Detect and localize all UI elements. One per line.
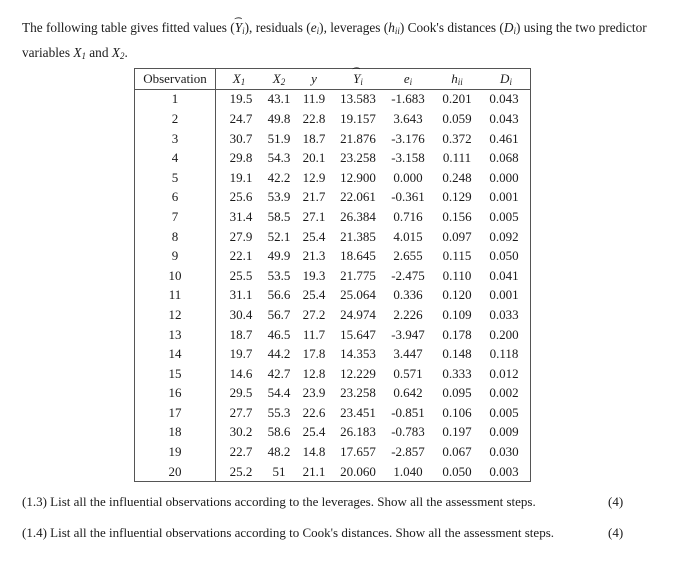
data-table	[134, 68, 531, 482]
table-row	[135, 188, 531, 208]
cell-y: 18.7	[302, 130, 326, 146]
cell-leverage: 0.110	[442, 267, 472, 283]
cell-y: 25.4	[302, 424, 326, 440]
cell-x1: 14.6	[229, 365, 253, 381]
data-table-container	[134, 68, 531, 482]
cell-yhat: 22.061	[340, 189, 376, 205]
cell-cooks: 0.050	[489, 248, 519, 264]
cell-observation: 2	[135, 109, 216, 129]
question-1-3-marks: (4)	[608, 494, 624, 509]
cell-leverage: 0.106	[442, 404, 472, 420]
cell-x2: 54.3	[267, 150, 291, 166]
cell-x1: 31.1	[229, 287, 253, 303]
cell-x2: 42.7	[267, 365, 291, 381]
cell-leverage: 0.050	[442, 463, 472, 479]
cell-x2: 56.6	[267, 287, 291, 303]
cell-x1: 19.1	[229, 169, 253, 185]
cell-observation: 13	[135, 325, 216, 345]
cell-residual: 2.226	[393, 306, 423, 322]
header-yhat: ⌢ $Y_i$	[332, 69, 384, 90]
cell-cooks: 0.001	[489, 189, 519, 205]
table-row	[135, 325, 531, 345]
cell-residual: -2.857	[391, 444, 425, 460]
intro-paragraph	[22, 17, 652, 67]
cell-x1: 24.7	[229, 110, 253, 126]
cell-x1: 27.9	[229, 228, 253, 244]
cell-x1: 25.2	[229, 463, 253, 479]
cell-observation: 10	[135, 266, 216, 286]
cell-yhat: 21.775	[340, 267, 376, 283]
cell-observation: 3	[135, 129, 216, 149]
yhat-symbol: ⌢ $Y_i$	[235, 20, 245, 35]
cell-cooks: 0.118	[489, 346, 519, 362]
cell-leverage: 0.333	[442, 365, 472, 381]
cell-residual: 1.040	[393, 463, 423, 479]
intro-text: ), residuals (	[244, 20, 311, 35]
cell-residual: 0.716	[393, 208, 423, 224]
cell-yhat: 26.183	[340, 424, 376, 440]
cell-x1: 29.8	[229, 150, 253, 166]
cell-yhat: 25.064	[340, 287, 376, 303]
cell-residual: 4.015	[393, 228, 423, 244]
table-row	[135, 286, 531, 306]
cell-residual: -3.947	[391, 326, 425, 342]
cell-leverage: 0.095	[442, 385, 472, 401]
table-row	[135, 168, 531, 188]
cell-y: 11.7	[302, 326, 326, 342]
cell-leverage: 0.111	[442, 150, 472, 166]
cell-y: 11.9	[302, 91, 326, 107]
cell-leverage: 0.197	[442, 424, 472, 440]
cell-y: 21.1	[302, 463, 326, 479]
cell-y: 25.4	[302, 287, 326, 303]
header-observation: Observation	[135, 69, 216, 90]
table-row	[135, 384, 531, 404]
cell-residual: 0.336	[393, 287, 423, 303]
cell-x1: 25.6	[229, 189, 253, 205]
table-row	[135, 305, 531, 325]
cell-leverage: 0.201	[442, 91, 472, 107]
cell-observation: 15	[135, 364, 216, 384]
cell-x1: 22.1	[229, 248, 253, 264]
cell-yhat: 21.876	[340, 130, 376, 146]
header-leverage: $h_{ii}$	[432, 69, 482, 90]
table-row	[135, 423, 531, 443]
cell-observation: 9	[135, 246, 216, 266]
cell-cooks: 0.000	[489, 169, 519, 185]
intro-text: .	[124, 45, 128, 60]
cell-yhat: 17.657	[340, 444, 376, 460]
cell-residual: -0.851	[391, 404, 425, 420]
cell-leverage: 0.115	[442, 248, 472, 264]
cell-cooks: 0.092	[489, 228, 519, 244]
cell-leverage: 0.067	[442, 444, 472, 460]
intro-text: and	[85, 45, 112, 60]
cell-yhat: 23.258	[340, 150, 376, 166]
cell-x2: 52.1	[267, 228, 291, 244]
cell-x1: 22.7	[229, 444, 253, 460]
cell-y: 25.4	[302, 228, 326, 244]
cell-x1: 27.7	[229, 404, 253, 420]
cell-x2: 53.9	[267, 189, 291, 205]
cell-leverage: 0.097	[442, 228, 472, 244]
cell-cooks: 0.003	[489, 463, 519, 479]
cell-residual: 0.000	[393, 169, 423, 185]
x1-symbol: $X_1$	[73, 45, 86, 61]
cell-x2: 43.1	[267, 91, 291, 107]
cell-yhat: 23.451	[340, 404, 376, 420]
cell-y: 14.8	[302, 444, 326, 460]
cell-x1: 30.2	[229, 424, 253, 440]
cell-yhat: 12.229	[340, 365, 376, 381]
cell-residual: -3.176	[391, 130, 425, 146]
cell-cooks: 0.001	[489, 287, 519, 303]
cell-observation: 4	[135, 148, 216, 168]
cell-leverage: 0.178	[442, 326, 472, 342]
cell-x1: 31.4	[229, 208, 253, 224]
cell-y: 19.3	[302, 267, 326, 283]
cell-y: 22.8	[302, 110, 326, 126]
cell-cooks: 0.002	[489, 385, 519, 401]
cell-residual: 0.571	[393, 365, 423, 381]
cell-residual: 3.447	[393, 346, 423, 362]
cell-observation: 19	[135, 442, 216, 462]
cell-residual: -0.783	[391, 424, 425, 440]
residual-symbol: $e_i$	[310, 20, 320, 36]
cell-yhat: 12.900	[340, 169, 376, 185]
cell-observation: 7	[135, 207, 216, 227]
cell-observation: 17	[135, 403, 216, 423]
cell-residual: -1.683	[391, 91, 425, 107]
cell-leverage: 0.248	[442, 169, 472, 185]
cell-y: 12.8	[302, 365, 326, 381]
cell-yhat: 24.974	[340, 306, 376, 322]
table-row	[135, 109, 531, 129]
cell-observation: 8	[135, 227, 216, 247]
cell-yhat: 23.258	[340, 385, 376, 401]
cell-residual: -0.361	[391, 189, 425, 205]
cell-x1: 30.4	[229, 306, 253, 322]
cell-y: 27.2	[302, 306, 326, 322]
cell-x2: 51.9	[267, 130, 291, 146]
intro-text: ) Cook's distances (	[399, 20, 504, 35]
table-row	[135, 364, 531, 384]
cell-x1: 25.5	[229, 267, 253, 283]
cell-leverage: 0.120	[442, 287, 472, 303]
cooks-symbol: $D_i$	[503, 20, 516, 36]
cell-leverage: 0.129	[442, 189, 472, 205]
question-1-4-marks: (4)	[608, 525, 624, 540]
cell-x2: 53.5	[267, 267, 291, 283]
cell-y: 22.6	[302, 404, 326, 420]
cell-leverage: 0.156	[442, 208, 472, 224]
cell-x1: 29.5	[229, 385, 253, 401]
x2-symbol: $X_2$	[111, 45, 125, 61]
cell-cooks: 0.068	[489, 150, 519, 166]
table-row	[135, 207, 531, 227]
cell-x2: 56.7	[267, 306, 291, 322]
header-x1: $X_1$	[216, 69, 263, 90]
cell-observation: 12	[135, 305, 216, 325]
cell-y: 17.8	[302, 346, 326, 362]
table-header-row	[135, 69, 531, 90]
table-body	[135, 89, 531, 482]
cell-x2: 48.2	[267, 444, 291, 460]
table-row	[135, 129, 531, 149]
cell-observation: 11	[135, 286, 216, 306]
cell-cooks: 0.043	[489, 110, 519, 126]
table-row	[135, 266, 531, 286]
table-row	[135, 89, 531, 109]
header-residual: $e_i$	[384, 69, 432, 90]
cell-cooks: 0.041	[489, 267, 519, 283]
question-1-3: (1.3) List all the influential observations according to the leverages. Show all the assessment steps.	[22, 494, 536, 509]
cell-cooks: 0.030	[489, 444, 519, 460]
cell-x2: 49.9	[267, 248, 291, 264]
cell-yhat: 19.157	[340, 110, 376, 126]
cell-x1: 18.7	[229, 326, 253, 342]
cell-y: 21.3	[302, 248, 326, 264]
cell-residual: 2.655	[393, 248, 423, 264]
cell-x1: 19.7	[229, 346, 253, 362]
table-row	[135, 462, 531, 482]
cell-x2: 44.2	[267, 346, 291, 362]
cell-x2: 58.5	[267, 208, 291, 224]
cell-observation: 20	[135, 462, 216, 482]
table-row	[135, 227, 531, 247]
cell-observation: 14	[135, 344, 216, 364]
intro-text: ) using the two predictor variables	[22, 20, 647, 60]
cell-cooks: 0.033	[489, 306, 519, 322]
table-row	[135, 344, 531, 364]
cell-yhat: 21.385	[340, 228, 376, 244]
table-row	[135, 246, 531, 266]
table-row	[135, 442, 531, 462]
cell-yhat: 26.384	[340, 208, 376, 224]
cell-residual: 0.642	[393, 385, 423, 401]
cell-x2: 55.3	[267, 404, 291, 420]
cell-yhat: 15.647	[340, 326, 376, 342]
cell-leverage: 0.148	[442, 346, 472, 362]
cell-cooks: 0.461	[489, 130, 519, 146]
table-row	[135, 148, 531, 168]
cell-leverage: 0.372	[442, 130, 472, 146]
cell-x2: 42.2	[267, 169, 291, 185]
header-cooks: $D_i$	[482, 69, 531, 90]
cell-leverage: 0.059	[442, 110, 472, 126]
cell-observation: 18	[135, 423, 216, 443]
cell-observation: 6	[135, 188, 216, 208]
cell-residual: 3.643	[393, 110, 423, 126]
cell-cooks: 0.043	[489, 91, 519, 107]
question-1-4: (1.4) List all the influential observations according to Cook's distances. Show all the assessment steps.	[22, 525, 554, 540]
cell-y: 20.1	[302, 150, 326, 166]
cell-x1: 19.5	[229, 91, 253, 107]
cell-yhat: 18.645	[340, 248, 376, 264]
cell-cooks: 0.005	[489, 404, 519, 420]
intro-text: ), leverages (	[319, 20, 389, 35]
cell-x1: 30.7	[229, 130, 253, 146]
cell-observation: 5	[135, 168, 216, 188]
cell-x2: 51	[272, 463, 286, 479]
cell-y: 12.9	[302, 169, 326, 185]
cell-y: 23.9	[302, 385, 326, 401]
cell-cooks: 0.009	[489, 424, 519, 440]
intro-text: The following table gives fitted values (	[22, 20, 235, 35]
cell-observation: 16	[135, 384, 216, 404]
cell-residual: -2.475	[391, 267, 425, 283]
cell-x2: 49.8	[267, 110, 291, 126]
cell-residual: -3.158	[391, 150, 425, 166]
cell-observation: 1	[135, 89, 216, 109]
cell-yhat: 20.060	[340, 463, 376, 479]
leverage-symbol: $h_{ii}$	[388, 20, 400, 36]
header-x2: $X_2$	[262, 69, 296, 90]
cell-leverage: 0.109	[442, 306, 472, 322]
cell-y: 27.1	[302, 208, 326, 224]
cell-cooks: 0.200	[489, 326, 519, 342]
header-y: y	[296, 69, 332, 90]
cell-yhat: 14.353	[340, 346, 376, 362]
cell-cooks: 0.012	[489, 365, 519, 381]
cell-cooks: 0.005	[489, 208, 519, 224]
cell-y: 21.7	[302, 189, 326, 205]
table-row	[135, 403, 531, 423]
cell-x2: 46.5	[267, 326, 291, 342]
cell-x2: 54.4	[267, 385, 291, 401]
cell-x2: 58.6	[267, 424, 291, 440]
cell-yhat: 13.583	[340, 91, 376, 107]
